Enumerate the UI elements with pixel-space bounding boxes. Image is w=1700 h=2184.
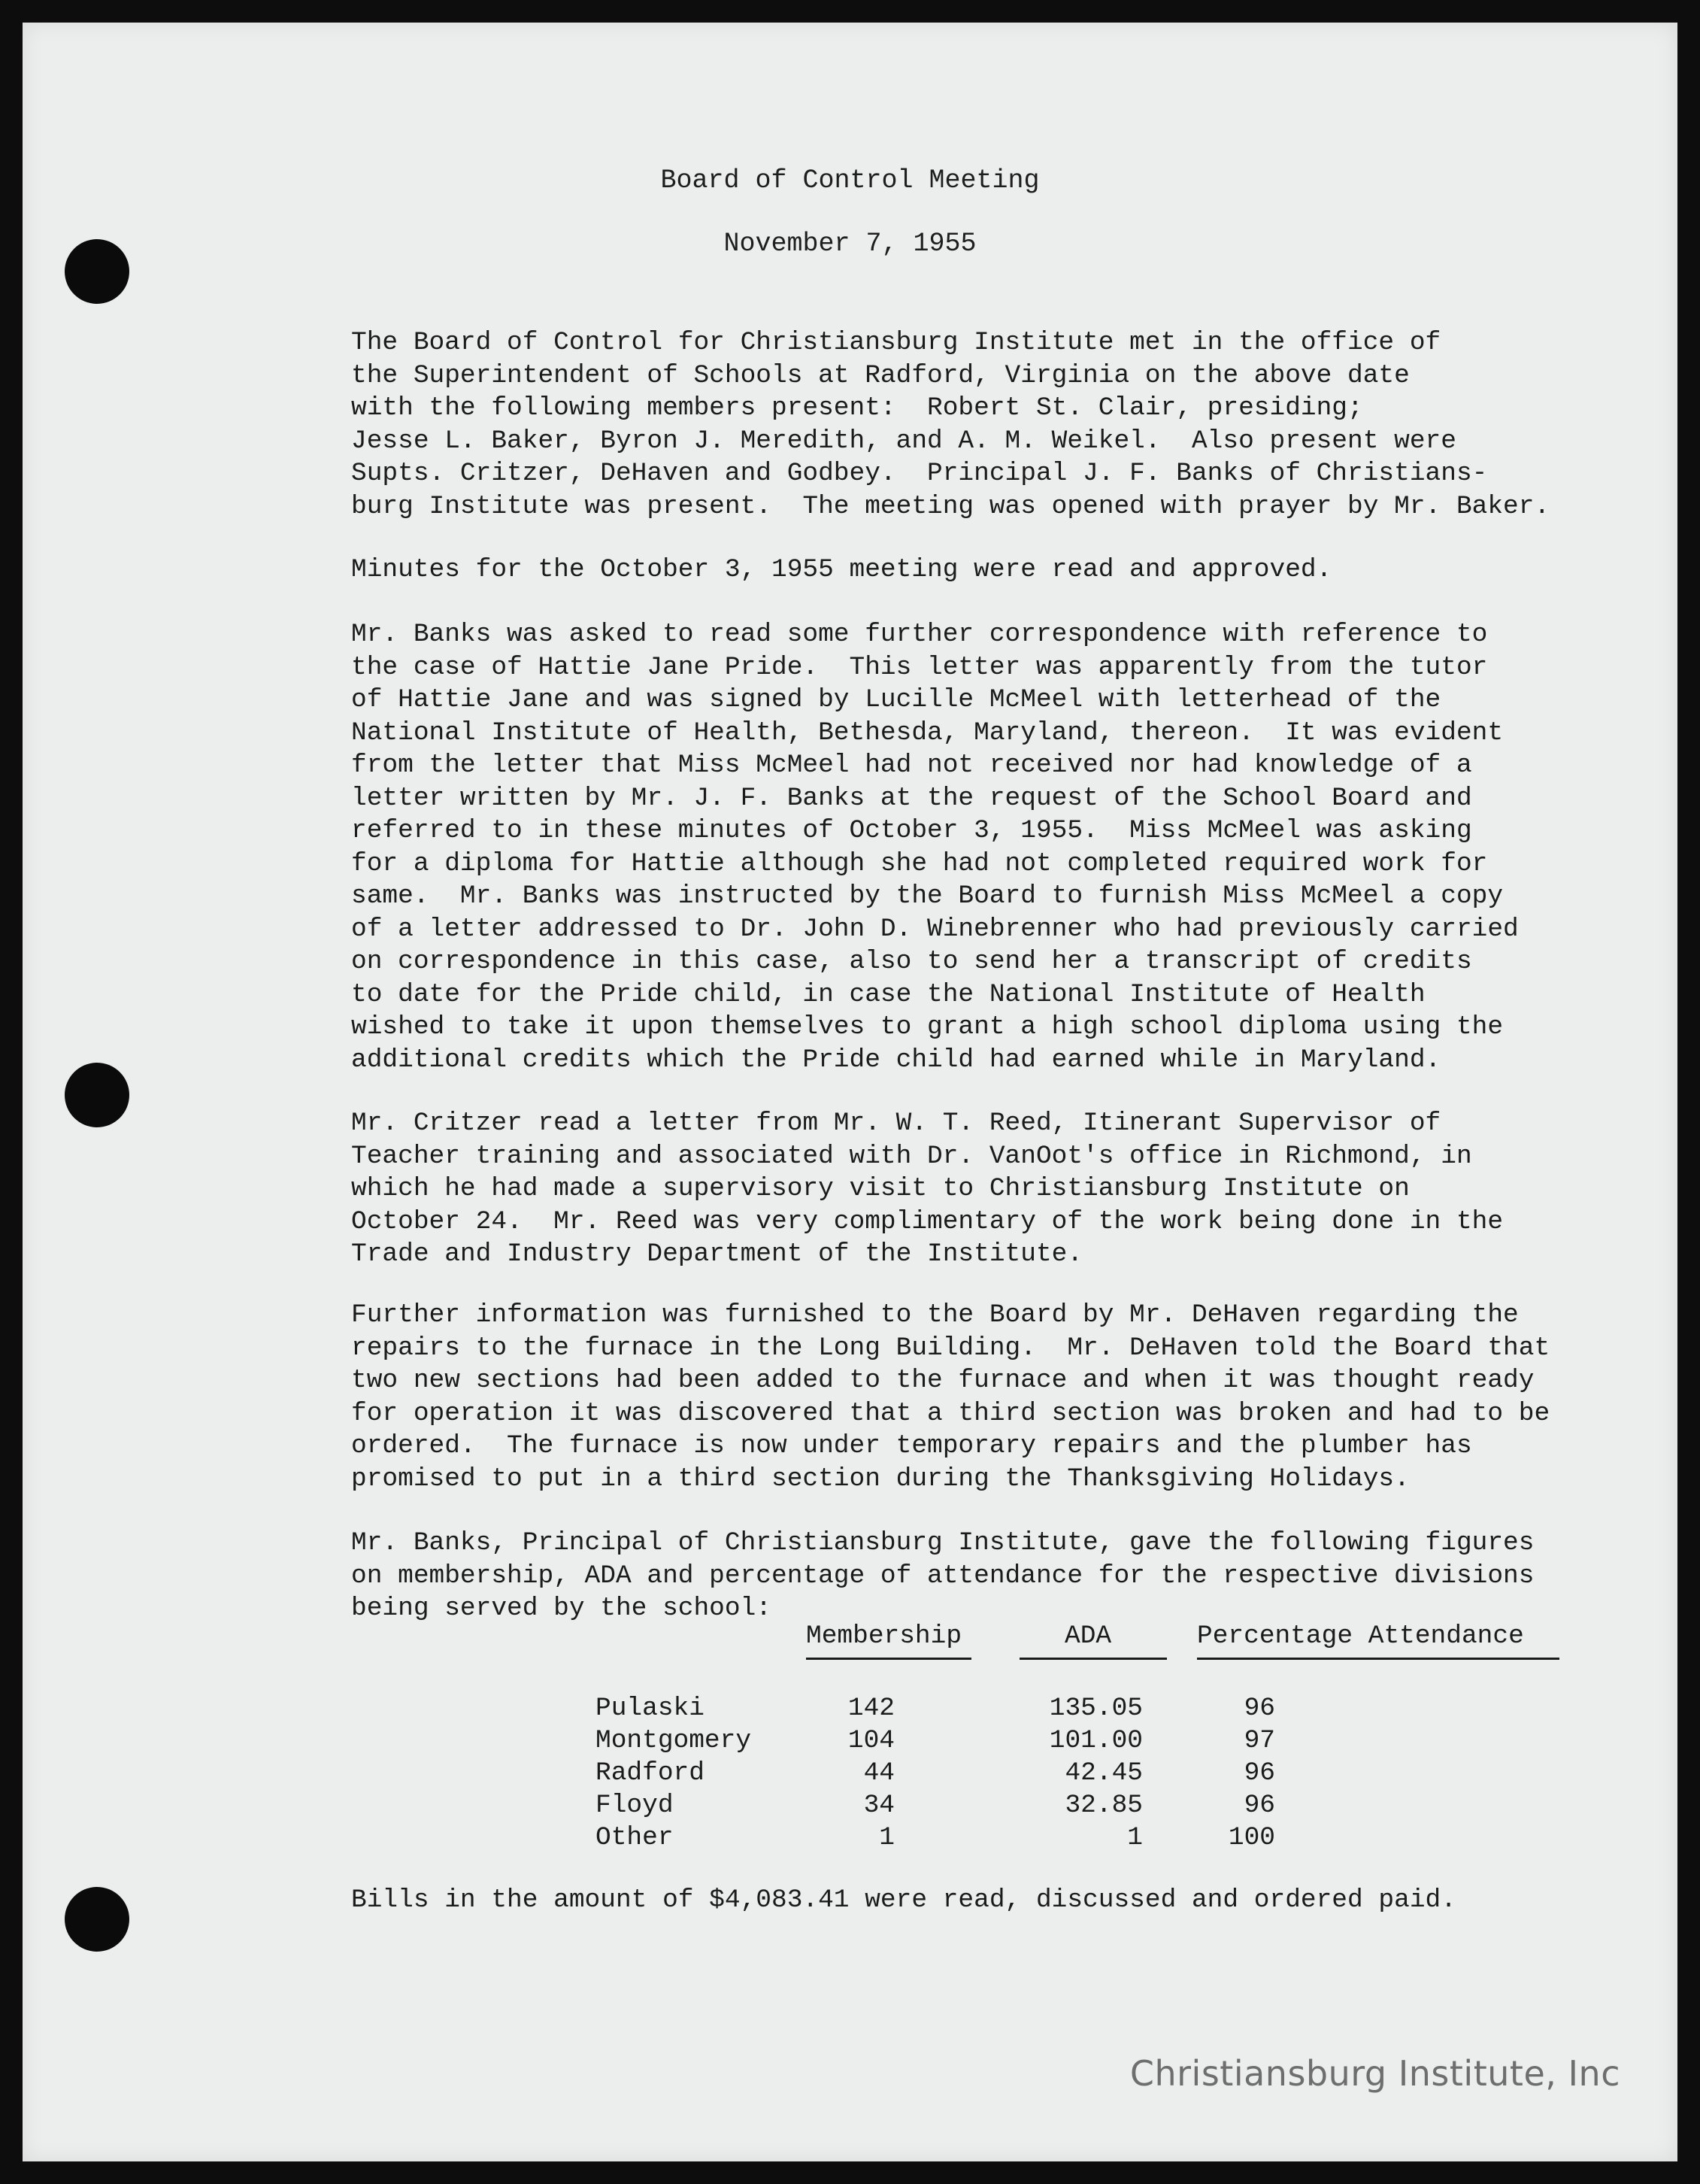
paragraph-attendance xyxy=(351,326,1629,523)
text-line: of a letter addressed to Dr. John D. Winebrenner who had previously carried xyxy=(351,914,1519,944)
text-line: Further information was furnished to the Board by Mr. DeHaven regarding the xyxy=(351,1300,1519,1330)
attendance-table xyxy=(23,1621,1677,1862)
paragraph-supervisor-letter xyxy=(351,1107,1629,1271)
cell-percentage: 100 xyxy=(1228,1823,1275,1852)
text-line: The Board of Control for Christiansburg Institute met in the office of xyxy=(351,328,1441,357)
text-line: to date for the Pride child, in case the National Institute of Health xyxy=(351,979,1426,1009)
cell-ada: 135.05 xyxy=(1049,1694,1143,1723)
cell-ada: 101.00 xyxy=(1049,1726,1143,1755)
text-line: Mr. Critzer read a letter from Mr. W. T. Reed, Itinerant Supervisor of xyxy=(351,1109,1441,1138)
table-row xyxy=(23,1758,1677,1791)
cell-division: Other xyxy=(595,1823,674,1852)
text-line: Mr. Banks was asked to read some further correspondence with reference to xyxy=(351,620,1488,649)
text-line: two new sections had been added to the furnace and when it was thought ready xyxy=(351,1366,1535,1395)
document-page xyxy=(23,23,1677,2161)
paragraph-pride-case xyxy=(351,618,1629,1076)
cell-membership: 34 xyxy=(863,1791,895,1820)
cell-ada: 42.45 xyxy=(1065,1758,1143,1788)
text-line: the Superintendent of Schools at Radford, Virginia on the above date xyxy=(351,360,1410,390)
punch-hole-middle xyxy=(65,1063,129,1127)
text-line: for a diploma for Hattie although she had not completed required work for xyxy=(351,848,1488,878)
text-line: on membership, ADA and percentage of attendance for the respective divisions xyxy=(351,1561,1535,1591)
text-line: Jesse L. Baker, Byron J. Meredith, and A. M. Weikel. Also present were xyxy=(351,426,1456,456)
text-line: being served by the school: xyxy=(351,1594,771,1623)
paragraph-minutes xyxy=(351,554,1629,587)
text-line: the case of Hattie Jane Pride. This letter was apparently from the tutor xyxy=(351,652,1488,682)
cell-percentage: 97 xyxy=(1244,1726,1275,1755)
text-line: which he had made a supervisory visit to Christiansburg Institute on xyxy=(351,1174,1410,1203)
cell-percentage: 96 xyxy=(1244,1791,1275,1820)
paragraph-figures-intro xyxy=(351,1527,1629,1625)
paragraph-bills xyxy=(351,1884,1629,1917)
text-line: for operation it was discovered that a third section was broken and had to be xyxy=(351,1398,1550,1428)
cell-membership: 104 xyxy=(847,1726,895,1755)
text-line: burg Institute was present. The meeting was opened with prayer by Mr. Baker. xyxy=(351,491,1550,521)
text-line: same. Mr. Banks was instructed by the Board to furnish Miss McMeel a copy xyxy=(351,881,1504,911)
cell-percentage: 96 xyxy=(1244,1694,1275,1723)
text-line: Trade and Industry Department of the Institute. xyxy=(351,1239,1083,1269)
column-header-ada: ADA xyxy=(1065,1621,1112,1651)
document-date: November 7, 1955 xyxy=(723,229,977,259)
table-row xyxy=(23,1823,1677,1855)
text-line: wished to take it upon themselves to grant a high school diploma using the xyxy=(351,1012,1504,1042)
text-line: of Hattie Jane and was signed by Lucille McMeel with letterhead of the xyxy=(351,685,1441,714)
paragraph-furnace-repairs xyxy=(351,1299,1629,1495)
watermark: Christiansburg Institute, Inc xyxy=(1129,2053,1620,2094)
text-line: ordered. The furnace is now under temporary repairs and the plumber has xyxy=(351,1431,1472,1461)
punch-hole-bottom xyxy=(65,1887,129,1952)
header-underline xyxy=(1197,1658,1559,1660)
text-line: Mr. Banks, Principal of Christiansburg Institute, gave the following figures xyxy=(351,1528,1535,1558)
cell-membership: 44 xyxy=(863,1758,895,1788)
text-line: on correspondence in this case, also to send her a transcript of credits xyxy=(351,947,1472,976)
cell-membership: 1 xyxy=(879,1823,895,1852)
cell-division: Pulaski xyxy=(595,1694,705,1723)
text-line: National Institute of Health, Bethesda, Maryland, thereon. It was evident xyxy=(351,717,1504,748)
column-header-membership: Membership xyxy=(806,1621,962,1651)
cell-division: Montgomery xyxy=(595,1726,752,1755)
table-row xyxy=(23,1791,1677,1823)
text-line: from the letter that Miss McMeel had not received nor had knowledge of a xyxy=(351,751,1472,780)
table-row xyxy=(23,1694,1677,1726)
text-line: referred to in these minutes of October 3, 1955. Miss McMeel was asking xyxy=(351,816,1472,845)
text-line: promised to put in a third section during the Thanksgiving Holidays. xyxy=(351,1464,1410,1494)
text-line: Minutes for the October 3, 1955 meeting were read and approved. xyxy=(351,555,1332,584)
text-line: October 24. Mr. Reed was very complimentary of the work being done in the xyxy=(351,1206,1504,1236)
text-line: Supts. Critzer, DeHaven and Godbey. Principal J. F. Banks of Christians- xyxy=(351,459,1488,488)
column-header-percentage: Percentage Attendance xyxy=(1197,1621,1524,1651)
table-row xyxy=(23,1726,1677,1758)
text-line: with the following members present: Robert St. Clair, presiding; xyxy=(351,393,1363,423)
document-title: Board of Control Meeting xyxy=(660,165,1040,196)
cell-division: Floyd xyxy=(595,1791,674,1820)
cell-percentage: 96 xyxy=(1244,1758,1275,1788)
cell-membership: 142 xyxy=(847,1694,895,1723)
text-line: Bills in the amount of $4,083.41 were read, discussed and ordered paid. xyxy=(351,1885,1456,1915)
cell-ada: 1 xyxy=(1127,1823,1143,1852)
text-line: additional credits which the Pride child had earned while in Maryland. xyxy=(351,1045,1441,1075)
text-line: repairs to the furnace in the Long Building. Mr. DeHaven told the Board that xyxy=(351,1333,1550,1363)
text-line: Teacher training and associated with Dr. VanOot's office in Richmond, in xyxy=(351,1141,1472,1171)
text-line: letter written by Mr. J. F. Banks at the request of the School Board and xyxy=(351,783,1472,813)
header-underline xyxy=(1020,1658,1167,1660)
cell-ada: 32.85 xyxy=(1065,1791,1143,1820)
header-underline xyxy=(806,1658,971,1660)
cell-division: Radford xyxy=(595,1758,705,1788)
